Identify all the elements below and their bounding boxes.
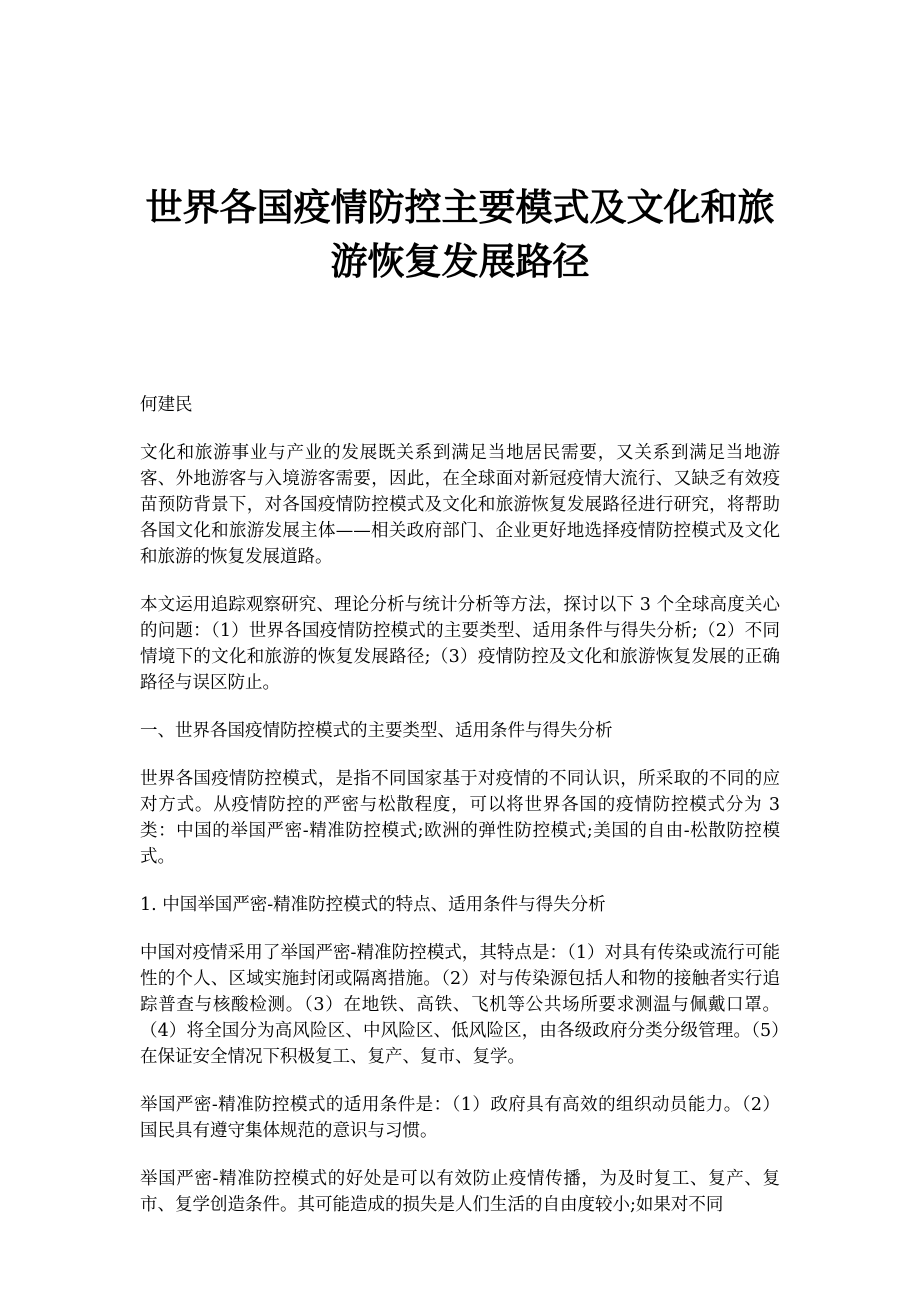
paragraph-china-conditions: 举国严密-精准防控模式的适用条件是：（1）政府具有高效的组织动员能力。（2）国民具有遵守集体规范的意识与习惯。 <box>140 1095 780 1141</box>
document-body <box>140 392 780 1240</box>
title-line-1: 世界各国疫情防控主要模式及文化和旅 <box>145 185 775 229</box>
paragraph-china-pros-cons: 举国严密-精准防控模式的好处是可以有效防止疫情传播，为及时复工、复产、复市、复学创造条件。其可能造成的损失是人们生活的自由度较小;如果对不同 <box>140 1169 780 1215</box>
paragraph-methods: 本文运用追踪观察研究、理论分析与统计分析等方法，探讨以下 3 个全球高度关心的问题：（1）世界各国疫情防控模式的主要类型、适用条件与得失分析;（2）不同情境下的文化和旅游的恢复发展路径;（3）疫情防控及文化和旅游恢复发展的正确路径与误区防止。 <box>140 595 780 693</box>
paragraph-china-features: 中国对疫情采用了举国严密-精准防控模式，其特点是：（1）对具有传染或流行可能性的个人、区域实施封闭或隔离措施。（2）对与传染源包括人和物的接触者实行追踪普查与核酸检测。（3）在地铁、高铁、飞机等公共场所要求测温与佩戴口罩。（4）将全国分为高风险区、中风险区、低风险区，由各级政府分类分级管理。（5）在保证安全情况下积极复工、复产、复市、复学。 <box>140 943 780 1067</box>
title-line-2: 游恢复发展路径 <box>330 239 590 283</box>
document-title <box>60 180 860 288</box>
paragraph-models-overview: 世界各国疫情防控模式，是指不同国家基于对疫情的不同认识，所采取的不同的应对方式。从疫情防控的严密与松散程度，可以将世界各国的疫情防控模式分为 3 类：中国的举国严密-精准防控模式;欧洲的弹性防控模式;美国的自由-松散防控模式。 <box>140 769 780 867</box>
section-heading-1: 一、世界各国疫情防控模式的主要类型、适用条件与得失分析 <box>140 721 613 741</box>
paragraph-intro: 文化和旅游事业与产业的发展既关系到满足当地居民需要，又关系到满足当地游客、外地游客与入境游客需要，因此，在全球面对新冠疫情大流行、又缺乏有效疫苗预防背景下，对各国疫情防控模式及文化和旅游恢复发展路径进行研究，将帮助各国文化和旅游发展主体——相关政府部门、企业更好地选择疫情防控模式及文化和旅游的恢复发展道路。 <box>140 443 780 567</box>
subsection-heading-1: 1. 中国举国严密-精准防控模式的特点、适用条件与得失分析 <box>140 895 606 915</box>
author-name: 何建民 <box>140 395 193 415</box>
